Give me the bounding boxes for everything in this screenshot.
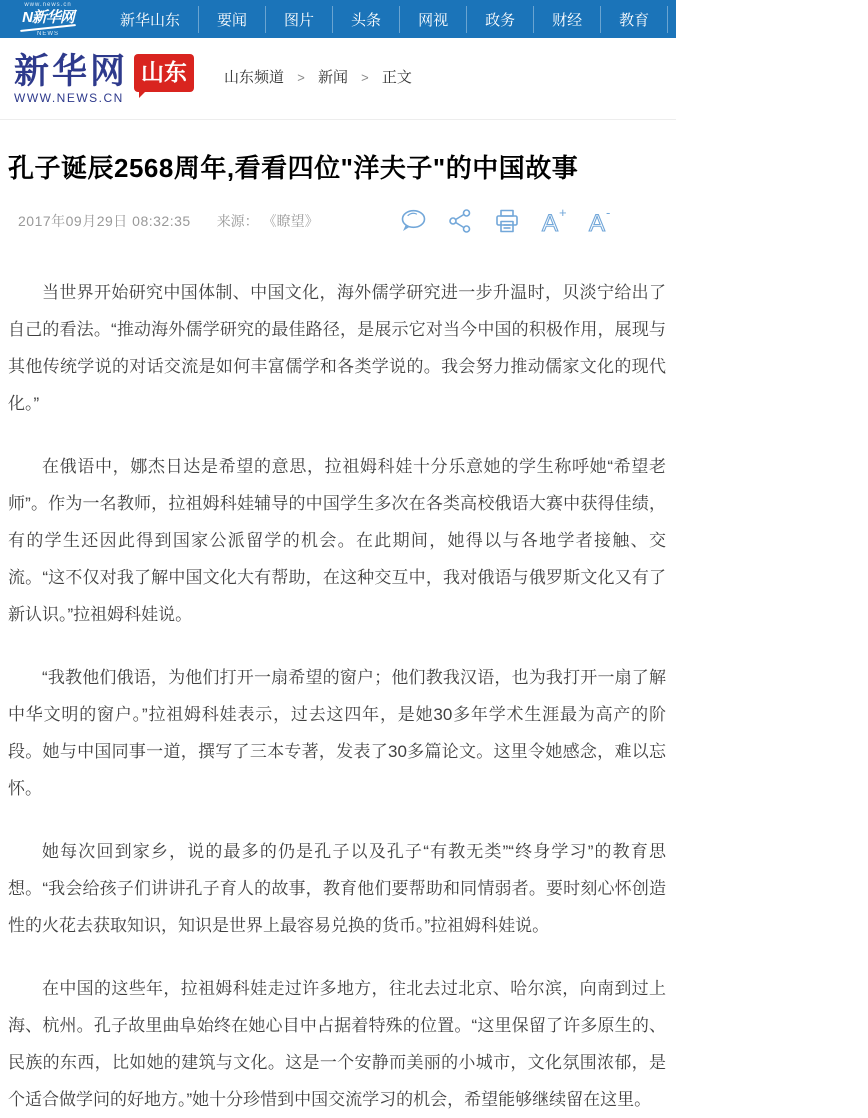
- print-icon[interactable]: [492, 206, 522, 236]
- nav-item-education[interactable]: 教育: [600, 6, 667, 33]
- breadcrumb-channel[interactable]: 山东频道: [224, 69, 285, 86]
- breadcrumb: [224, 66, 412, 87]
- article-paragraph: “我教他们俄语，为他们打开一扇希望的窗户；他们教我汉语，也为我打开一扇了解中华文明的窗户。”拉祖姆科娃表示，过去这四年，是她30多年学术生涯最为高产的阶段。她与中国同事一道，撰写了三本专著，发表了30多篇论文。这里令她感念，难以忘怀。: [8, 667, 666, 798]
- brand-name: 新华网: [14, 51, 129, 91]
- nav-item-finance[interactable]: 财经: [533, 6, 600, 33]
- top-navigation-bar: [0, 0, 851, 38]
- article-paragraph: 她每次回到家乡，说的最多的仍是孔子以及孔子“有教无类”“终身学习”的教育思想。“我会给孩子们讲讲孔子育人的故事，教育他们要帮助和同情弱者。要时刻心怀创造性的火花去获取知识，知识是世界上最容易兑换的货币。”拉祖姆科娃说。: [8, 841, 666, 935]
- font-increase-icon[interactable]: [539, 206, 569, 236]
- article-paragraph: 当世界开始研究中国体制、中国文化，海外儒学研究进一步升温时，贝淡宁给出了自己的看法。“推动海外儒学研究的最佳路径，是展示它对当今中国的积极作用，展现与其他传统学说的对话交流是如何丰富儒学和各类学说的。我会努力推动儒家文化的现代化。”: [8, 282, 666, 413]
- nav-item-travel[interactable]: 旅游: [801, 6, 868, 33]
- xinhuanet-logo[interactable]: [16, 2, 80, 37]
- page-title: 孔子诞辰2568周年,看看四位"洋夫子"的中国故事: [8, 153, 579, 183]
- breadcrumb-news[interactable]: 新闻: [317, 69, 348, 86]
- breadcrumb-separator: >: [297, 70, 305, 85]
- nav-item-government[interactable]: 政务: [466, 6, 533, 33]
- article-paragraph: 在俄语中，娜杰日达是希望的意思，拉祖姆科娃十分乐意她的学生称呼她“希望老师”。作为一名教师，拉祖姆科娃辅导的中国学生多次在各类高校俄语大赛中获得佳绩，有的学生还因此得到国家公派留学的机会。在此期间，她得以与各地学者接触、交流。“这不仅对我了解中国文化大有帮助，在这种交互中，我对俄语与俄罗斯文化又有了新认识。”拉祖姆科娃说。: [8, 456, 666, 624]
- site-logo[interactable]: [14, 51, 194, 105]
- logo-news-text: NEWS: [37, 30, 59, 37]
- article-body: [0, 236, 676, 1118]
- breadcrumb-current: 正文: [381, 69, 412, 86]
- source-label: 来源：: [216, 212, 259, 229]
- site-header: [0, 38, 676, 120]
- nav-item-headlines[interactable]: 头条: [332, 6, 399, 33]
- nav-item-photos[interactable]: 图片: [265, 6, 332, 33]
- font-decrease-icon[interactable]: [586, 206, 616, 236]
- svg-text:A: A: [542, 209, 559, 237]
- logo-url-top: www.news.cn: [24, 1, 72, 8]
- svg-text:A: A: [589, 209, 606, 237]
- nav-item-county[interactable]: 县区: [734, 6, 801, 33]
- nav-item-xinhua-shandong[interactable]: 新华山东: [120, 11, 181, 29]
- nav-menu: [102, 6, 868, 33]
- nav-item-video[interactable]: 网视: [399, 6, 466, 33]
- source: [217, 211, 319, 231]
- article-paragraph: 在中国的这些年，拉祖姆科娃走过许多地方，往北去过北京、哈尔滨，向南到过上海、杭州。孔子故里曲阜始终在她心目中占据着特殊的位置。“这里保留了许多原生的、民族的东西，比如她的建筑与文化。这是一个安静而美丽的小城市，文化氛围浓郁，是个适合做学问的好地方。”她十分珍惜到中国交流学习的机会，希望能够继续留在这里。: [8, 978, 666, 1109]
- publish-date: 2017年09月29日 08:32:35: [18, 212, 191, 229]
- svg-text:-: -: [606, 204, 611, 220]
- comment-icon[interactable]: [398, 206, 428, 236]
- svg-text:+: +: [559, 204, 567, 220]
- nav-item-top-news[interactable]: 要闻: [198, 6, 265, 33]
- logo-main-text: N新华网: [22, 8, 74, 26]
- brand-url: WWW.NEWS.CN: [14, 90, 124, 105]
- region-badge-shandong[interactable]: 山东: [134, 54, 194, 92]
- nav-item-qilu[interactable]: 齐鲁: [667, 6, 734, 33]
- source-name[interactable]: 《瞭望》: [262, 212, 319, 229]
- article-toolbar: [398, 206, 616, 236]
- share-icon[interactable]: [445, 206, 475, 236]
- breadcrumb-separator: >: [361, 70, 369, 85]
- article-meta-row: [18, 206, 668, 236]
